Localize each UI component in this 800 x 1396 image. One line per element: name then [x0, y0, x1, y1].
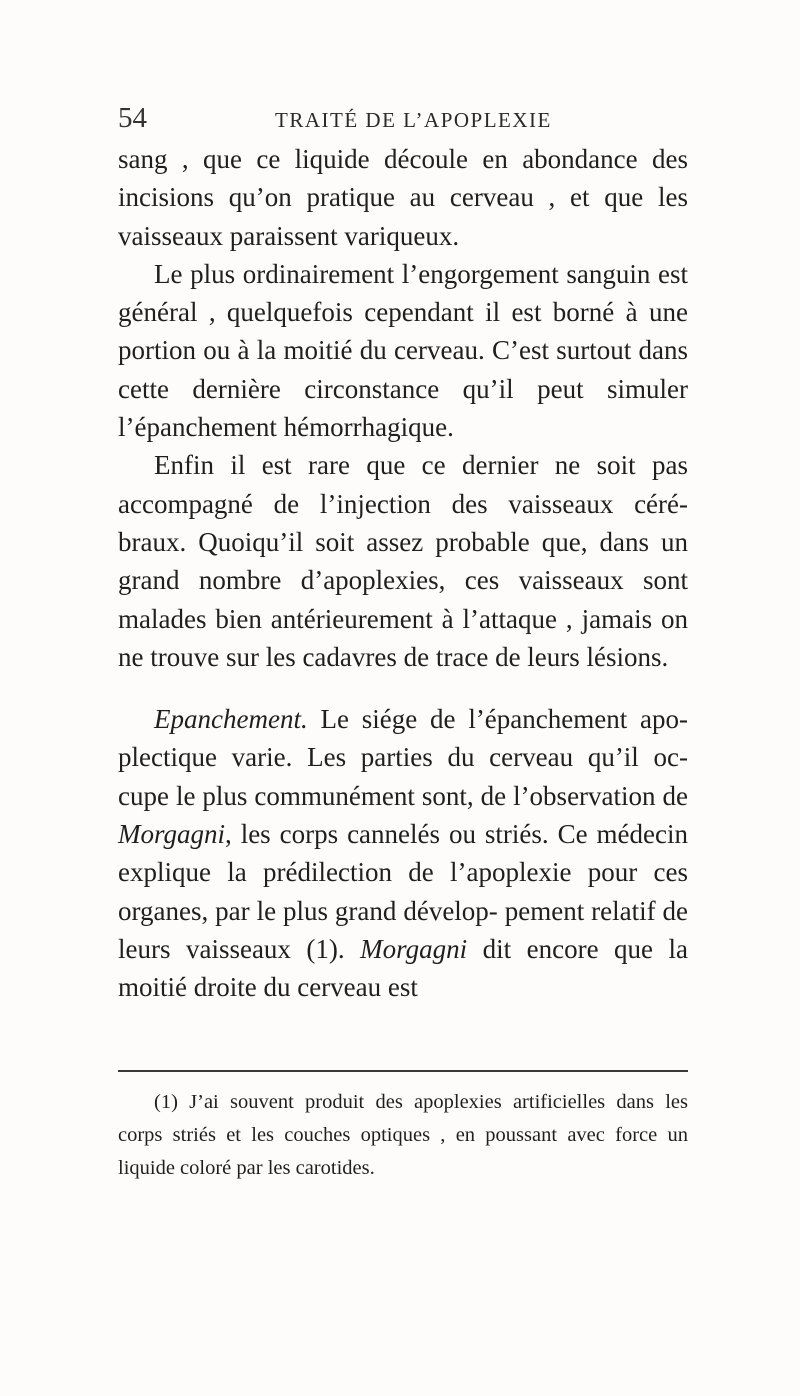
paragraph-text: dit encore que la moitié droite du cerveau est — [118, 933, 688, 1003]
paragraph-epanchement — [118, 700, 688, 1006]
paragraph-continuation: sang , que ce liquide découle en abondance des incisions qu’on pratique au cerveau , et que les vaisseaux paraissent variqueux. — [118, 144, 688, 251]
paragraph-engorgement: Le plus ordinairement l’engorgement sanguin est général , quelquefois cependant il est borné à une portion ou à la moitié du cerveau. C’est surtout dans cette dernière circonstance qu’il peut simuler l’épanchement hémorrhagique. — [118, 258, 688, 443]
paragraph-text: , les corps cannelés ou striés. Ce médecin explique la prédilection de l’apoplexie pour ces organes, par le plus grand dévelop- pement relatif de leurs vaisseaux (1). — [118, 819, 688, 964]
page-number: 54 — [118, 102, 147, 134]
author-name: Morgagni — [118, 819, 225, 850]
footnote — [118, 1086, 688, 1185]
section-heading: Epanchement. — [154, 704, 308, 735]
page-header — [118, 102, 684, 138]
footnote-divider — [118, 1070, 688, 1072]
running-title: TRAITÉ DE L’APOPLEXIE — [275, 108, 552, 132]
section-gap — [118, 676, 688, 700]
main-text — [118, 140, 688, 1007]
paragraph-text: Le siége de l’épanchement apo- plectique varie. Les parties du cerveau qu’il oc- cupe le plus communément sont, de l’observation de — [118, 704, 688, 811]
author-name: Morgagni — [360, 933, 468, 964]
paragraph-injection: Enfin il est rare que ce dernier ne soit pas accompagné de l’injection des vaisseaux céré- braux. Quoiqu’il soit assez probable que, dans un grand nombre d’apoplexies, ces vaisseaux sont malades bien antérieurement à l’attaque , jamais on ne trouve sur les cadavres de trace de leurs lésions. — [118, 450, 688, 672]
footnote-text: (1) J’ai souvent produit des apoplexies artificielles dans les corps striés et les couches optiques , en poussant avec force un liquide coloré par les carotides. — [118, 1091, 688, 1179]
